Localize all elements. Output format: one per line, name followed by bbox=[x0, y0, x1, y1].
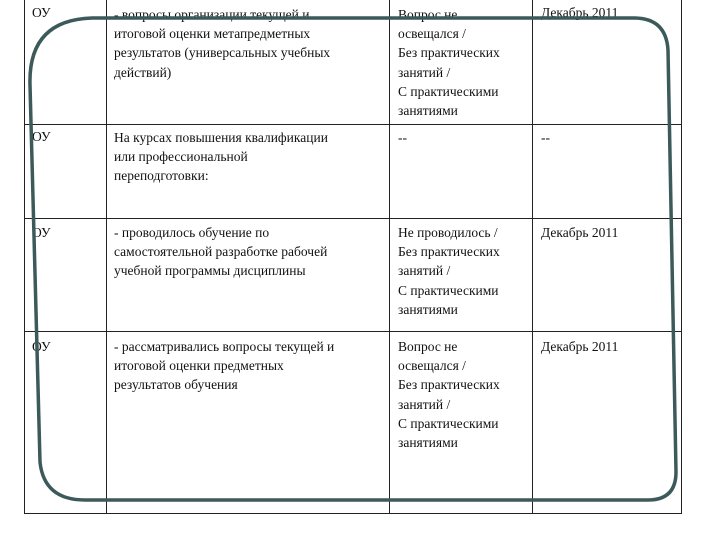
org-cell: ОУ bbox=[32, 339, 51, 354]
date-cell: Декабрь 2011 bbox=[541, 339, 619, 354]
org-cell: ОУ bbox=[32, 5, 51, 20]
status-cell: Вопрос не освещался / Без практических занятий / С практическими занятиями bbox=[398, 7, 500, 119]
column-divider bbox=[532, 0, 533, 513]
date-cell: -- bbox=[541, 130, 550, 145]
row-divider bbox=[25, 218, 681, 219]
date-cell: Декабрь 2011 bbox=[541, 5, 619, 20]
status-cell: Не проводилось / Без практических занятий / С практическими занятиями bbox=[398, 225, 500, 317]
status-cell: -- bbox=[398, 130, 407, 145]
topic-cell: - рассматривались вопросы текущей и итоговой оценки предметных результатов обучения bbox=[114, 339, 335, 393]
table bbox=[24, 0, 682, 514]
date-cell: Декабрь 2011 bbox=[541, 225, 619, 240]
org-cell: ОУ bbox=[32, 225, 51, 240]
row-divider bbox=[25, 124, 681, 125]
row-divider bbox=[25, 331, 681, 332]
column-divider bbox=[389, 0, 390, 513]
org-cell: ОУ bbox=[32, 129, 51, 144]
status-cell: Вопрос не освещался / Без практических занятий / С практическими занятиями bbox=[398, 339, 500, 451]
topic-cell: - проводилось обучение по самостоятельной разработке рабочей учебной программы дисциплины bbox=[114, 225, 328, 279]
topic-cell: На курсах повышения квалификации или профессиональной переподготовки: bbox=[114, 130, 328, 184]
topic-cell: - вопросы организации текущей и итоговой оценки метапредметных результатов (универсальных учебных действий) bbox=[114, 7, 331, 80]
column-divider bbox=[106, 0, 107, 513]
